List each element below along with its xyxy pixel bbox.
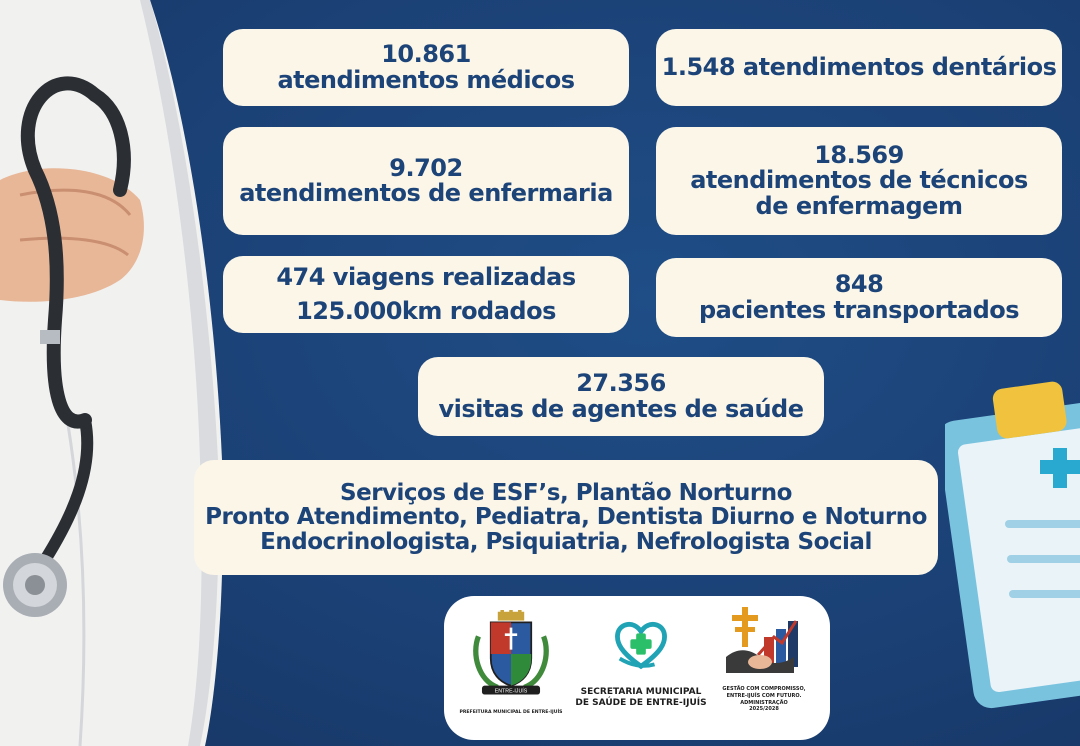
agentes-number: 27.356	[576, 369, 666, 398]
card-atendimentos-enfermaria	[223, 127, 629, 235]
servicos-line1: Serviços de ESF’s, Plantão Norturno	[340, 480, 792, 507]
agentes-label: visitas de agentes de saúde	[438, 394, 804, 423]
card-atendimentos-medicos	[223, 29, 629, 106]
gestao-line4: 2025/2028	[749, 706, 779, 713]
card-servicos	[194, 460, 938, 575]
card-pacientes-transportados	[656, 258, 1062, 337]
gestao-label	[714, 686, 814, 713]
secretaria-line1: SECRETARIA MUNICIPAL	[580, 687, 702, 697]
pacientes-label: pacientes transportados	[698, 295, 1020, 324]
gestao-line1: GESTÃO COM COMPROMISSO,	[722, 686, 806, 692]
card-visitas-agentes	[418, 357, 824, 436]
viagens-line2: 125.000km rodados	[296, 296, 556, 325]
card-atendimentos-tecnicos	[656, 127, 1062, 235]
prefeitura-label: PREFEITURA MUNICIPAL DE ENTRE-IJUÍS	[459, 710, 563, 715]
servicos-line3: Endocrinologista, Psiquiatria, Nefrologista Social	[260, 528, 872, 555]
clipboard-illustration	[945, 370, 1080, 710]
crest-band-text: ENTRE-IJUÍS	[494, 688, 528, 695]
card-atendimentos-dentarios	[656, 29, 1062, 106]
tecnicos-number: 18.569	[814, 141, 904, 170]
footer-logos-panel	[444, 596, 830, 740]
pacientes-number: 848	[834, 270, 884, 299]
dentarios-text: 1.548 atendimentos dentários	[661, 52, 1057, 81]
tecnicos-line1: atendimentos de técnicos	[690, 166, 1028, 195]
viagens-line1: 474 viagens realizadas	[276, 263, 576, 292]
municipal-crest-logo	[471, 610, 551, 698]
card-viagens	[223, 256, 629, 333]
gestao-line3: ADMINISTRAÇÃO	[740, 699, 788, 706]
secretaria-line2: DE SAÚDE DE ENTRE-IJUÍS	[575, 697, 707, 708]
servicos-line2: Pronto Atendimento, Pediatra, Dentista Diurno e Noturno	[205, 504, 927, 531]
enfermaria-number: 9.702	[389, 153, 463, 182]
tecnicos-line2: de enfermagem	[755, 191, 963, 220]
gestao-handshake-logo	[724, 606, 804, 678]
enfermaria-label: atendimentos de enfermaria	[239, 179, 613, 207]
medicos-label: atendimentos médicos	[277, 65, 575, 94]
medicos-number: 10.861	[381, 40, 471, 69]
secretaria-label	[566, 687, 716, 709]
heart-cross-icon	[612, 616, 670, 674]
doctor-stethoscope-illustration	[0, 0, 230, 746]
gestao-line2: ENTRE-IJUÍS COM FUTURO.	[726, 692, 802, 699]
